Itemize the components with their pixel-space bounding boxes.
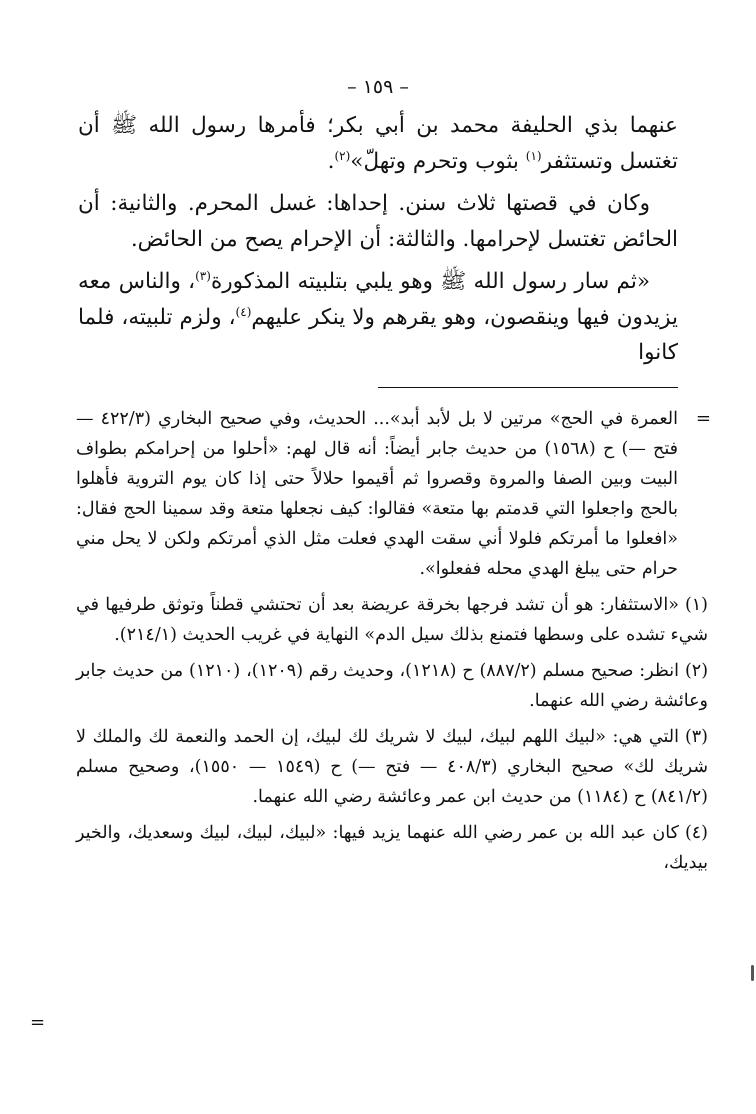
footnote-continued-text: العمرة في الحج» مرتين لا بل لأبد أبد»... الحديث، وفي صحيح البخاري (٤٢٢/٣ — فتح —) ح (١٥٦٨) من حديث جابر أيضاً: أنه قال لهم: «أحلوا من إحرامكم بطواف البيت وبين الصفا والمروة وقصروا ثم أقيموا حلالاً حتى إذا كان يوم التروية فأهلوا بالحج واجعلوا التي قدمتم بها متعة» فقالوا: كيف نجعلها متعة وقد سمينا الحج فقال: «افعلوا ما أمرتكم فلولا أني سقت الهدي فعلت مثل الذي أمرتكم ولكن لا يحل مني حرام حتى يبلغ الهدي محله ففعلوا». — [76, 409, 678, 579]
main-text-para3b: ، والناس معه يزيدون فيها وينقصون، وهو يقرهم ولا ينكر عليهم — [78, 269, 678, 330]
main-paragraph-1 — [78, 108, 678, 179]
footnote-number: (٣) — [684, 727, 708, 747]
footnote-separator-rule — [378, 387, 678, 388]
footnote-3 — [76, 722, 708, 812]
main-text-para3c: ، ولزم تلبيته، فلما كانوا — [78, 304, 678, 365]
main-paragraph-3 — [78, 264, 678, 371]
footnote-ref-3[interactable]: (٣) — [195, 268, 211, 283]
main-text-line-1: عنهما بذي الحليفة محمد بن أبي بكر؛ فأمرها رسول الله ﷺ أن تغتسل وتستثفر — [78, 113, 678, 174]
main-text-para3a: «ثم سار رسول الله ﷺ وهو يلبي بتلبيته المذكورة — [210, 269, 650, 294]
continuation-mark-bottom: = — [30, 1012, 46, 1033]
footnote-continued — [76, 404, 711, 584]
footnote-ref-1[interactable]: (١) — [525, 148, 542, 163]
scan-edge-mark — [751, 965, 754, 981]
footnote-1 — [76, 590, 708, 650]
page-number: – ١٥٩ – — [347, 76, 409, 98]
footnote-number: (١) — [684, 595, 708, 615]
footnotes-section — [76, 404, 711, 884]
footnote-text: كان عبد الله بن عمر رضي الله عنهما يزيد فيها: «لبيك، لبيك، لبيك وسعديك، والخير بيديك، — [76, 823, 708, 873]
footnote-text: التي هي: «لبيك اللهم لبيك، لبيك لا شريك لك لبيك، إن الحمد والنعمة لك والملك لا شريك لك» صحيح البخاري (٤٠٨/٣ — فتح —) ح (١٥٤٩ — ١٥٥٠)، وصحيح مسلم (٨٤١/٢) ح (١١٨٤) من حديث ابن عمر وعائشة رضي الله عنهما. — [76, 727, 708, 807]
footnote-ref-4[interactable]: (٤) — [235, 304, 252, 319]
footnote-4 — [76, 818, 708, 878]
footnote-text: «الاستثفار: هو أن تشد فرجها بخرقة عريضة بعد أن تحتشي قطناً وتوثق طرفيها في شيء تشده على وسطها فتمنع بذلك سيل الدم» النهاية في غريب الحديث (٢١٤/١). — [76, 595, 708, 645]
main-text-line-1c: . — [327, 148, 335, 174]
footnote-2 — [76, 656, 708, 716]
footnote-number: (٤) — [684, 823, 708, 843]
footnote-ref-2[interactable]: (٢) — [334, 148, 351, 163]
main-text-line-1b: بثوب وتحرم وتهلّ» — [350, 148, 526, 174]
footnote-text: انظر: صحيح مسلم (٨٨٧/٢) ح (١٢١٨)، وحديث رقم (١٢٠٩)، (١٢١٠) من حديث جابر وعائشة رضي الله عنهما. — [76, 661, 708, 711]
continuation-mark-top: = — [695, 408, 711, 429]
main-paragraph-2: وكان في قصتها ثلاث سنن. إحداها: غسل المحرم. والثانية: أن الحائض تغتسل لإحرامها. والثالثة: أن الإحرام يصح من الحائض. — [78, 191, 678, 252]
main-text-body — [78, 108, 678, 378]
footnote-number: (٢) — [684, 661, 709, 681]
